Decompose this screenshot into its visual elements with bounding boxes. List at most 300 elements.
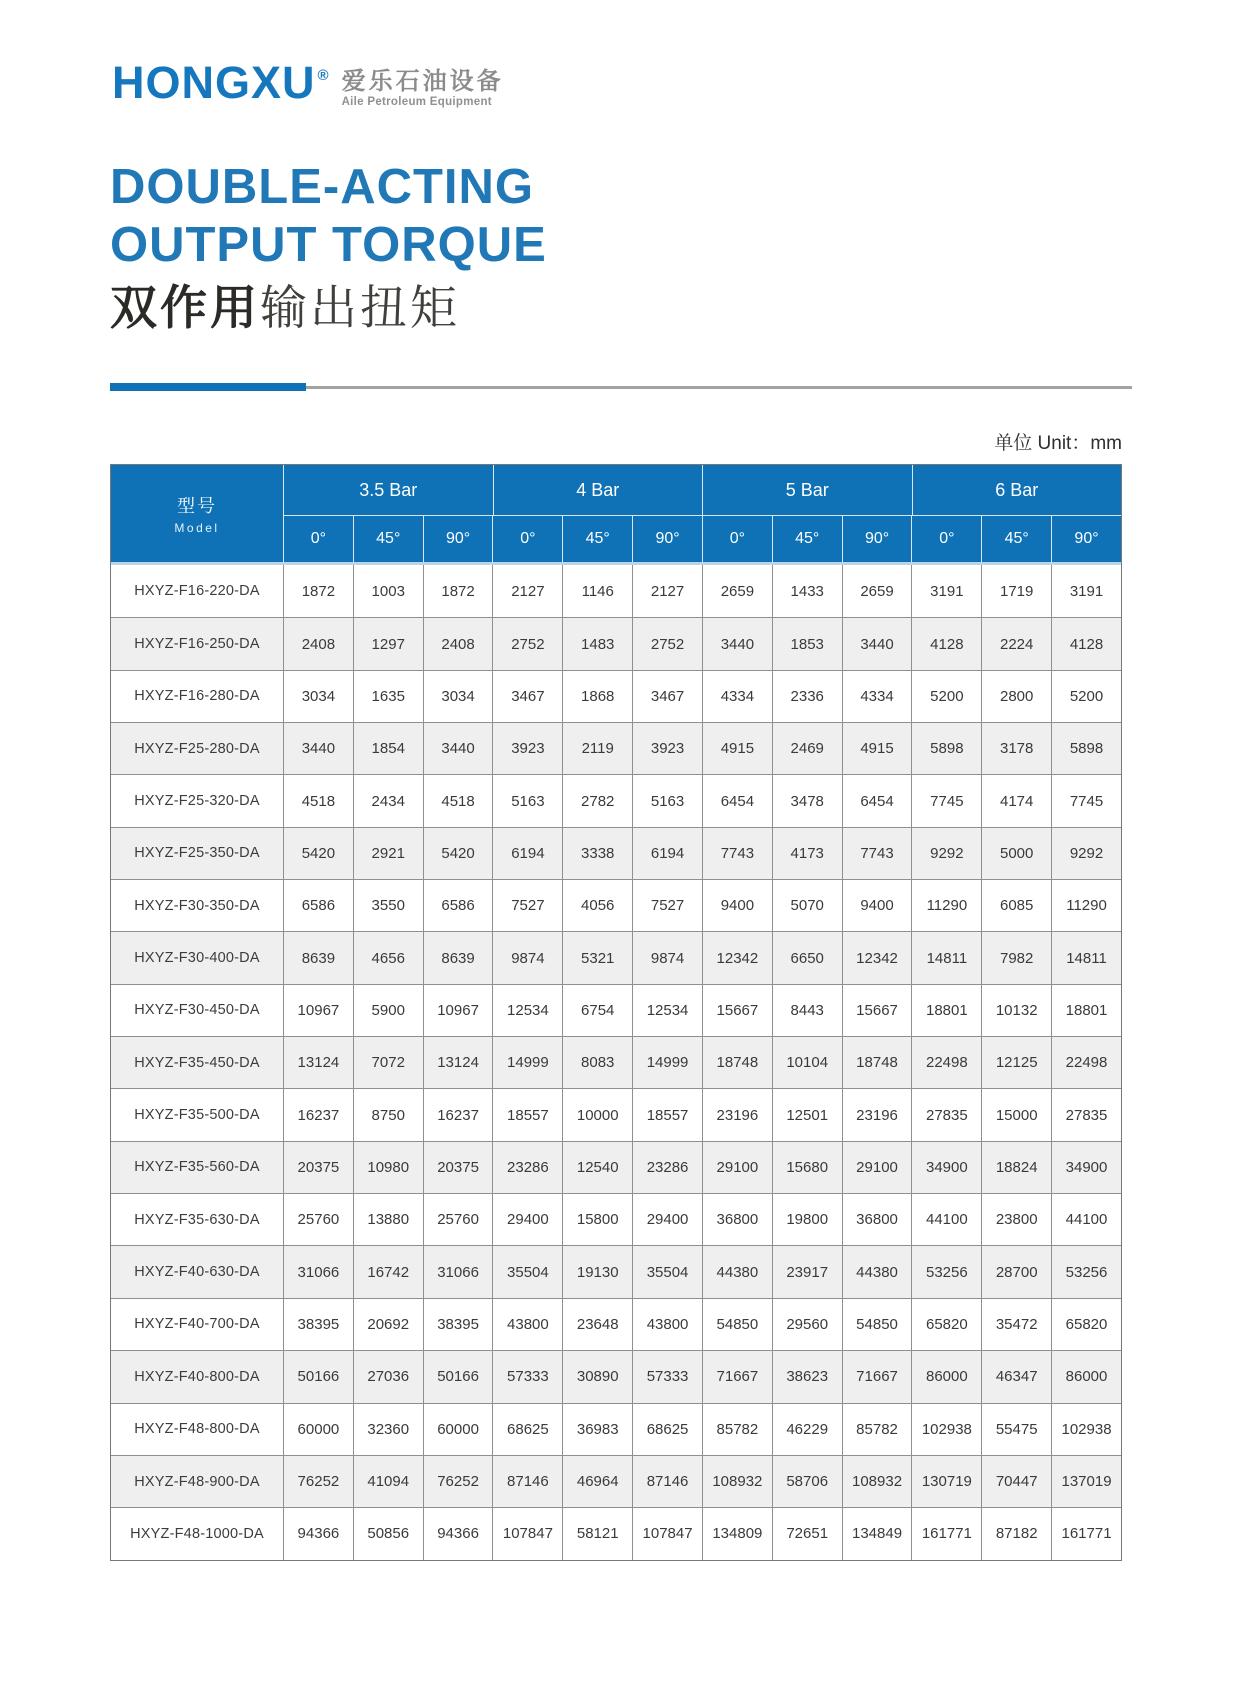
table-row [111, 984, 1121, 1036]
torque-value-cell: 2921 [353, 828, 423, 879]
torque-value-cell: 13124 [283, 1037, 353, 1088]
torque-value-cell: 23196 [702, 1089, 772, 1140]
table-row [111, 1088, 1121, 1140]
angle-header: 90° [1051, 516, 1121, 562]
torque-value-cell: 8639 [283, 932, 353, 983]
torque-value-cell: 34900 [1051, 1142, 1121, 1193]
model-cell: HXYZ-F16-250-DA [134, 636, 260, 653]
logo [112, 57, 504, 108]
torque-value-cell: 29560 [772, 1299, 842, 1350]
torque-value-cell: 46964 [562, 1456, 632, 1507]
torque-value-cell: 15800 [562, 1194, 632, 1245]
pressure-group-header: 3.5 Bar [283, 465, 493, 515]
torque-value-cell: 13124 [423, 1037, 493, 1088]
torque-value-cell: 18801 [1051, 985, 1121, 1036]
torque-value-cell: 35504 [632, 1246, 702, 1297]
torque-value-cell: 7982 [981, 932, 1051, 983]
torque-value-cell: 2469 [772, 723, 842, 774]
page-title [110, 158, 547, 336]
torque-value-cell: 5898 [911, 723, 981, 774]
torque-value-cell: 6650 [772, 932, 842, 983]
torque-value-cell: 5163 [632, 775, 702, 826]
torque-value-cell: 107847 [492, 1508, 562, 1559]
torque-value-cell: 12540 [562, 1142, 632, 1193]
torque-value-cell: 58121 [562, 1508, 632, 1559]
torque-value-cell: 3178 [981, 723, 1051, 774]
torque-value-cell: 28700 [981, 1246, 1051, 1297]
torque-value-cell: 15000 [981, 1089, 1051, 1140]
torque-value-cell: 71667 [842, 1351, 912, 1402]
model-cell: HXYZ-F35-560-DA [134, 1159, 260, 1176]
torque-value-cell: 5420 [283, 828, 353, 879]
torque-value-cell: 12534 [492, 985, 562, 1036]
torque-value-cell: 41094 [353, 1456, 423, 1507]
table-row [111, 1141, 1121, 1193]
torque-value-cell: 9292 [911, 828, 981, 879]
torque-value-cell: 15667 [702, 985, 772, 1036]
torque-value-cell: 102938 [911, 1404, 981, 1455]
title-divider-blue-segment [110, 383, 306, 391]
torque-value-cell: 3191 [1051, 565, 1121, 617]
torque-value-cell: 18748 [702, 1037, 772, 1088]
torque-value-cell: 14999 [632, 1037, 702, 1088]
torque-value-cell: 7527 [492, 880, 562, 931]
angle-header: 45° [562, 516, 632, 562]
torque-value-cell: 1297 [353, 618, 423, 669]
torque-value-cell: 68625 [492, 1404, 562, 1455]
table-row [111, 1245, 1121, 1297]
torque-value-cell: 70447 [981, 1456, 1051, 1507]
torque-value-cell: 53256 [1051, 1246, 1121, 1297]
torque-value-cell: 87146 [632, 1456, 702, 1507]
torque-value-cell: 36800 [842, 1194, 912, 1245]
torque-value-cell: 54850 [702, 1299, 772, 1350]
model-cell: HXYZ-F30-450-DA [134, 1002, 260, 1019]
torque-value-cell: 6085 [981, 880, 1051, 931]
torque-value-cell: 23286 [632, 1142, 702, 1193]
torque-value-cell: 108932 [702, 1456, 772, 1507]
torque-value-cell: 4334 [702, 671, 772, 722]
torque-value-cell: 35504 [492, 1246, 562, 1297]
model-cell: HXYZ-F35-500-DA [134, 1107, 260, 1124]
torque-value-cell: 43800 [492, 1299, 562, 1350]
torque-value-cell: 10132 [981, 985, 1051, 1036]
torque-value-cell: 7745 [911, 775, 981, 826]
torque-value-cell: 36800 [702, 1194, 772, 1245]
torque-value-cell: 6194 [492, 828, 562, 879]
torque-value-cell: 2434 [353, 775, 423, 826]
torque-value-cell: 57333 [632, 1351, 702, 1402]
torque-value-cell: 3440 [702, 618, 772, 669]
pressure-group-row [283, 465, 1121, 515]
torque-value-cell: 76252 [283, 1456, 353, 1507]
angle-header: 0° [702, 516, 772, 562]
torque-value-cell: 85782 [842, 1404, 912, 1455]
page-title-cn-bold: 双作用 [110, 281, 260, 334]
torque-value-cell: 16237 [283, 1089, 353, 1140]
torque-value-cell: 44380 [842, 1246, 912, 1297]
torque-value-cell: 130719 [911, 1456, 981, 1507]
brand-name: HONGXU [112, 57, 316, 108]
torque-value-cell: 3034 [423, 671, 493, 722]
torque-value-cell: 6454 [842, 775, 912, 826]
page-title-cn [110, 279, 547, 336]
torque-value-cell: 50166 [423, 1351, 493, 1402]
torque-value-cell: 2800 [981, 671, 1051, 722]
torque-value-cell: 27036 [353, 1351, 423, 1402]
torque-value-cell: 50856 [353, 1508, 423, 1559]
torque-value-cell: 5200 [1051, 671, 1121, 722]
torque-table [110, 464, 1122, 1561]
torque-value-cell: 60000 [423, 1404, 493, 1455]
torque-value-cell: 9292 [1051, 828, 1121, 879]
torque-value-cell: 20692 [353, 1299, 423, 1350]
torque-value-cell: 6194 [632, 828, 702, 879]
torque-value-cell: 8639 [423, 932, 493, 983]
pressure-header-groups [283, 465, 1121, 562]
torque-value-cell: 5000 [981, 828, 1051, 879]
model-header-cn: 型号 [177, 496, 217, 516]
torque-value-cell: 2127 [492, 565, 562, 617]
torque-value-cell: 4656 [353, 932, 423, 983]
torque-value-cell: 3550 [353, 880, 423, 931]
torque-value-cell: 2782 [562, 775, 632, 826]
model-cell: HXYZ-F25-320-DA [134, 793, 260, 810]
angle-header: 90° [632, 516, 702, 562]
torque-value-cell: 29400 [632, 1194, 702, 1245]
torque-value-cell: 71667 [702, 1351, 772, 1402]
torque-value-cell: 4128 [1051, 618, 1121, 669]
torque-value-cell: 55475 [981, 1404, 1051, 1455]
torque-value-cell: 4518 [423, 775, 493, 826]
model-cell: HXYZ-F25-280-DA [134, 740, 260, 757]
torque-value-cell: 2127 [632, 565, 702, 617]
table-row [111, 1036, 1121, 1088]
torque-value-cell: 137019 [1051, 1456, 1121, 1507]
torque-value-cell: 87146 [492, 1456, 562, 1507]
torque-value-cell: 18557 [492, 1089, 562, 1140]
torque-value-cell: 6586 [423, 880, 493, 931]
torque-value-cell: 4173 [772, 828, 842, 879]
torque-value-cell: 38623 [772, 1351, 842, 1402]
torque-value-cell: 31066 [283, 1246, 353, 1297]
torque-value-cell: 2224 [981, 618, 1051, 669]
torque-value-cell: 57333 [492, 1351, 562, 1402]
torque-value-cell: 7743 [842, 828, 912, 879]
table-body [111, 565, 1121, 1560]
torque-value-cell: 34900 [911, 1142, 981, 1193]
angle-header: 45° [353, 516, 423, 562]
torque-value-cell: 2119 [562, 723, 632, 774]
torque-value-cell: 94366 [283, 1508, 353, 1559]
table-row [111, 879, 1121, 931]
torque-value-cell: 10000 [562, 1089, 632, 1140]
torque-value-cell: 18824 [981, 1142, 1051, 1193]
torque-value-cell: 12125 [981, 1037, 1051, 1088]
torque-value-cell: 3338 [562, 828, 632, 879]
angle-header: 0° [911, 516, 981, 562]
torque-value-cell: 11290 [1051, 880, 1121, 931]
torque-value-cell: 8750 [353, 1089, 423, 1140]
torque-value-cell: 65820 [911, 1299, 981, 1350]
torque-value-cell: 3034 [283, 671, 353, 722]
pressure-group-header: 6 Bar [912, 465, 1122, 515]
torque-value-cell: 107847 [632, 1508, 702, 1559]
company-name-cn: 爱乐石油设备 [341, 68, 504, 95]
torque-value-cell: 3440 [283, 723, 353, 774]
model-cell: HXYZ-F30-350-DA [134, 897, 260, 914]
page-title-en-line1: DOUBLE-ACTING [110, 160, 535, 214]
torque-value-cell: 29400 [492, 1194, 562, 1245]
torque-value-cell: 9874 [492, 932, 562, 983]
table-row [111, 827, 1121, 879]
torque-value-cell: 19800 [772, 1194, 842, 1245]
angle-header: 45° [981, 516, 1051, 562]
torque-value-cell: 38395 [423, 1299, 493, 1350]
torque-value-cell: 2659 [702, 565, 772, 617]
angle-header-row [283, 515, 1121, 562]
torque-value-cell: 23286 [492, 1142, 562, 1193]
torque-value-cell: 44380 [702, 1246, 772, 1297]
torque-value-cell: 1433 [772, 565, 842, 617]
torque-value-cell: 4174 [981, 775, 1051, 826]
model-cell: HXYZ-F40-630-DA [134, 1264, 260, 1281]
torque-value-cell: 6586 [283, 880, 353, 931]
model-cell: HXYZ-F35-450-DA [134, 1054, 260, 1071]
torque-value-cell: 65820 [1051, 1299, 1121, 1350]
torque-value-cell: 25760 [423, 1194, 493, 1245]
torque-value-cell: 46229 [772, 1404, 842, 1455]
torque-value-cell: 14811 [1051, 932, 1121, 983]
torque-value-cell: 16742 [353, 1246, 423, 1297]
torque-value-cell: 50166 [283, 1351, 353, 1402]
torque-value-cell: 76252 [423, 1456, 493, 1507]
torque-value-cell: 4056 [562, 880, 632, 931]
torque-value-cell: 4915 [702, 723, 772, 774]
torque-value-cell: 60000 [283, 1404, 353, 1455]
torque-value-cell: 85782 [702, 1404, 772, 1455]
torque-value-cell: 1854 [353, 723, 423, 774]
table-row [111, 1298, 1121, 1350]
torque-value-cell: 4518 [283, 775, 353, 826]
torque-value-cell: 161771 [1051, 1508, 1121, 1559]
torque-value-cell: 86000 [911, 1351, 981, 1402]
torque-value-cell: 2336 [772, 671, 842, 722]
model-column-header [111, 465, 283, 562]
torque-value-cell: 36983 [562, 1404, 632, 1455]
torque-value-cell: 9874 [632, 932, 702, 983]
torque-value-cell: 2408 [423, 618, 493, 669]
torque-value-cell: 12342 [842, 932, 912, 983]
torque-value-cell: 53256 [911, 1246, 981, 1297]
table-row [111, 722, 1121, 774]
table-row [111, 1507, 1121, 1559]
torque-value-cell: 4128 [911, 618, 981, 669]
torque-value-cell: 5900 [353, 985, 423, 1036]
torque-value-cell: 13880 [353, 1194, 423, 1245]
torque-value-cell: 44100 [911, 1194, 981, 1245]
torque-value-cell: 3923 [632, 723, 702, 774]
torque-value-cell: 58706 [772, 1456, 842, 1507]
model-cell: HXYZ-F48-900-DA [134, 1473, 260, 1490]
torque-value-cell: 5200 [911, 671, 981, 722]
angle-header: 90° [423, 516, 493, 562]
torque-value-cell: 1868 [562, 671, 632, 722]
table-header [111, 465, 1121, 565]
model-cell: HXYZ-F48-800-DA [134, 1421, 260, 1438]
page-title-en-line2: OUTPUT TORQUE [110, 218, 547, 272]
torque-value-cell: 12534 [632, 985, 702, 1036]
torque-value-cell: 38395 [283, 1299, 353, 1350]
torque-value-cell: 32360 [353, 1404, 423, 1455]
torque-value-cell: 14999 [492, 1037, 562, 1088]
torque-value-cell: 31066 [423, 1246, 493, 1297]
torque-value-cell: 9400 [702, 880, 772, 931]
torque-value-cell: 3191 [911, 565, 981, 617]
torque-value-cell: 20375 [283, 1142, 353, 1193]
table-row [111, 931, 1121, 983]
page-title-cn-light: 输出扭矩 [260, 281, 460, 334]
torque-value-cell: 7527 [632, 880, 702, 931]
company-name-en: Aile Petroleum Equipment [341, 96, 492, 108]
torque-value-cell: 3478 [772, 775, 842, 826]
model-cell: HXYZ-F40-700-DA [134, 1316, 260, 1333]
torque-value-cell: 8443 [772, 985, 842, 1036]
torque-value-cell: 5321 [562, 932, 632, 983]
torque-value-cell: 10104 [772, 1037, 842, 1088]
torque-value-cell: 16237 [423, 1089, 493, 1140]
torque-value-cell: 2408 [283, 618, 353, 669]
angle-header: 45° [772, 516, 842, 562]
torque-value-cell: 29100 [702, 1142, 772, 1193]
torque-value-cell: 12501 [772, 1089, 842, 1140]
table-row [111, 670, 1121, 722]
table-row [111, 565, 1121, 617]
torque-value-cell: 23800 [981, 1194, 1051, 1245]
torque-value-cell: 4915 [842, 723, 912, 774]
torque-value-cell: 10967 [423, 985, 493, 1036]
torque-value-cell: 5070 [772, 880, 842, 931]
torque-value-cell: 68625 [632, 1404, 702, 1455]
torque-value-cell: 1483 [562, 618, 632, 669]
torque-value-cell: 22498 [911, 1037, 981, 1088]
torque-value-cell: 1635 [353, 671, 423, 722]
torque-value-cell: 7072 [353, 1037, 423, 1088]
torque-value-cell: 1719 [981, 565, 1051, 617]
torque-value-cell: 10980 [353, 1142, 423, 1193]
model-header-en: Model [174, 521, 220, 535]
torque-value-cell: 7745 [1051, 775, 1121, 826]
torque-value-cell: 2752 [632, 618, 702, 669]
torque-value-cell: 23917 [772, 1246, 842, 1297]
model-cell: HXYZ-F40-800-DA [134, 1368, 260, 1385]
angle-header: 90° [842, 516, 912, 562]
torque-value-cell: 25760 [283, 1194, 353, 1245]
torque-value-cell: 27835 [911, 1089, 981, 1140]
pressure-group-header: 5 Bar [702, 465, 912, 515]
table-row [111, 1455, 1121, 1507]
torque-value-cell: 3440 [842, 618, 912, 669]
torque-value-cell: 43800 [632, 1299, 702, 1350]
torque-value-cell: 14811 [911, 932, 981, 983]
torque-value-cell: 3467 [492, 671, 562, 722]
torque-value-cell: 19130 [562, 1246, 632, 1297]
torque-value-cell: 15680 [772, 1142, 842, 1193]
torque-value-cell: 12342 [702, 932, 772, 983]
torque-value-cell: 30890 [562, 1351, 632, 1402]
torque-value-cell: 5898 [1051, 723, 1121, 774]
company-name-block [342, 69, 504, 108]
torque-value-cell: 94366 [423, 1508, 493, 1559]
torque-value-cell: 6454 [702, 775, 772, 826]
torque-value-cell: 9400 [842, 880, 912, 931]
torque-value-cell: 108932 [842, 1456, 912, 1507]
torque-value-cell: 1872 [283, 565, 353, 617]
torque-value-cell: 5163 [492, 775, 562, 826]
unit-label: 单位 Unit：mm [994, 433, 1122, 454]
torque-value-cell: 102938 [1051, 1404, 1121, 1455]
torque-value-cell: 6754 [562, 985, 632, 1036]
torque-value-cell: 161771 [911, 1508, 981, 1559]
torque-value-cell: 8083 [562, 1037, 632, 1088]
torque-value-cell: 35472 [981, 1299, 1051, 1350]
torque-value-cell: 1872 [423, 565, 493, 617]
model-cell: HXYZ-F35-630-DA [134, 1211, 260, 1228]
torque-value-cell: 20375 [423, 1142, 493, 1193]
torque-value-cell: 134849 [842, 1508, 912, 1559]
torque-value-cell: 15667 [842, 985, 912, 1036]
title-divider-gray-segment [306, 386, 1132, 389]
torque-value-cell: 18557 [632, 1089, 702, 1140]
model-cell: HXYZ-F48-1000-DA [130, 1525, 264, 1542]
torque-value-cell: 2752 [492, 618, 562, 669]
torque-value-cell: 22498 [1051, 1037, 1121, 1088]
torque-value-cell: 23196 [842, 1089, 912, 1140]
torque-value-cell: 29100 [842, 1142, 912, 1193]
torque-value-cell: 5420 [423, 828, 493, 879]
torque-value-cell: 18748 [842, 1037, 912, 1088]
registered-mark-icon: ® [317, 67, 329, 84]
torque-value-cell: 7743 [702, 828, 772, 879]
torque-value-cell: 3467 [632, 671, 702, 722]
torque-value-cell: 3923 [492, 723, 562, 774]
table-row [111, 1350, 1121, 1402]
model-cell: HXYZ-F16-280-DA [134, 688, 260, 705]
angle-header: 0° [283, 516, 353, 562]
torque-value-cell: 87182 [981, 1508, 1051, 1559]
torque-value-cell: 1146 [562, 565, 632, 617]
torque-value-cell: 134809 [702, 1508, 772, 1559]
torque-value-cell: 44100 [1051, 1194, 1121, 1245]
torque-value-cell: 54850 [842, 1299, 912, 1350]
angle-header: 0° [492, 516, 562, 562]
torque-value-cell: 1853 [772, 618, 842, 669]
torque-value-cell: 4334 [842, 671, 912, 722]
torque-value-cell: 1003 [353, 565, 423, 617]
table-row [111, 1403, 1121, 1455]
torque-value-cell: 86000 [1051, 1351, 1121, 1402]
torque-value-cell: 72651 [772, 1508, 842, 1559]
torque-value-cell: 10967 [283, 985, 353, 1036]
torque-value-cell: 27835 [1051, 1089, 1121, 1140]
table-row [111, 774, 1121, 826]
model-cell: HXYZ-F16-220-DA [134, 583, 260, 600]
torque-value-cell: 3440 [423, 723, 493, 774]
torque-value-cell: 18801 [911, 985, 981, 1036]
table-row [111, 1193, 1121, 1245]
model-cell: HXYZ-F25-350-DA [134, 845, 260, 862]
torque-value-cell: 46347 [981, 1351, 1051, 1402]
